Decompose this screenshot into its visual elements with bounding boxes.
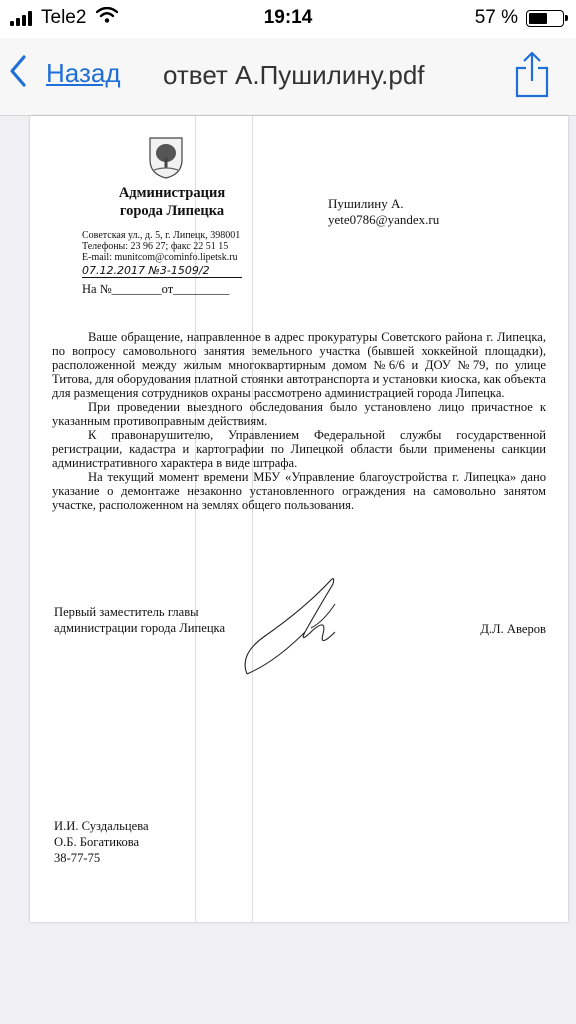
navigation-bar xyxy=(0,38,576,116)
handwritten-signature xyxy=(235,574,365,689)
organization-name xyxy=(92,184,252,220)
back-button[interactable] xyxy=(8,54,121,93)
back-label[interactable]: Назад xyxy=(46,58,121,88)
address-line: Телефоны: 23 96 27; факс 22 51 15 xyxy=(82,241,229,252)
registration-number: 07.12.2017 №3-1509/2 xyxy=(82,264,242,278)
signatory-name: Д.Л. Аверов xyxy=(480,622,546,636)
letter-body xyxy=(52,330,546,512)
org-line-1: Администрация xyxy=(118,185,226,201)
battery-icon xyxy=(526,10,564,27)
battery-group xyxy=(475,7,564,29)
clock: 19:14 xyxy=(263,7,313,28)
executor-line: 38-77-75 xyxy=(54,851,101,865)
paragraph: При проведении выездного обследования было установлено лицо причастное к указанным противоправным действиям. xyxy=(52,400,546,428)
address-line: E-mail: munitcom@cominfo.lipetsk.ru xyxy=(82,252,238,263)
reference-number-line: На №________от_________ xyxy=(82,282,230,296)
chevron-left-icon xyxy=(8,54,28,93)
paragraph: К правонарушителю, Управлением Федеральной службы государственной регистрации, кадастра и картографии по Липецкой области были применены санкции административного характера в виде штрафа. xyxy=(52,428,546,470)
executor-line: И.И. Суздальцева xyxy=(54,819,149,833)
carrier-name: Tele2 xyxy=(41,7,87,28)
registration-block xyxy=(82,264,242,297)
pdf-viewer[interactable] xyxy=(0,116,576,1024)
battery-percentage: 57 % xyxy=(474,7,518,28)
status-bar xyxy=(0,0,576,38)
org-address xyxy=(82,230,240,263)
org-line-2: города Липецка xyxy=(119,203,225,219)
paragraph: Ваше обращение, направленное в адрес прокуратуры Советского района г. Липецка, по вопросу самовольного занятия земельного участка (бывшей хоккейной площадки), расположенной между жилым многоквартирным домом №6/6 и ДОУ №79, по улице Титова, для оборудования платной стоянки автотранспорта и установки киоска, как объекта для размещения сотрудников охраны рассмотрено администрацией города Липецка. xyxy=(52,330,546,400)
executors-block xyxy=(54,818,149,866)
battery-fill xyxy=(529,13,547,24)
document-title: ответ А.Пушилину.pdf xyxy=(163,60,425,90)
recipient-name: Пушилину А. xyxy=(328,196,404,211)
share-icon[interactable] xyxy=(514,50,550,103)
executor-line: О.Б. Богатикова xyxy=(54,835,140,849)
recipient-email: yete0786@yandex.ru xyxy=(328,212,440,227)
pdf-page[interactable] xyxy=(30,116,568,922)
signatory-title-line: администрации города Липецка xyxy=(54,621,226,635)
signatory-title-line: Первый заместитель главы xyxy=(54,605,199,619)
signatory-title xyxy=(54,604,225,636)
coat-of-arms-icon xyxy=(148,136,184,185)
recipient-block xyxy=(328,196,439,228)
paragraph: На текущий момент времени МБУ «Управление благоустройства г. Липецка» дано указание о демонтаже незаконно установленного ограждения на самовольно занятом участке, расположенном на землях общего пользования. xyxy=(52,470,546,512)
address-line: Советская ул., д. 5, г. Липецк, 398001 xyxy=(82,230,241,241)
